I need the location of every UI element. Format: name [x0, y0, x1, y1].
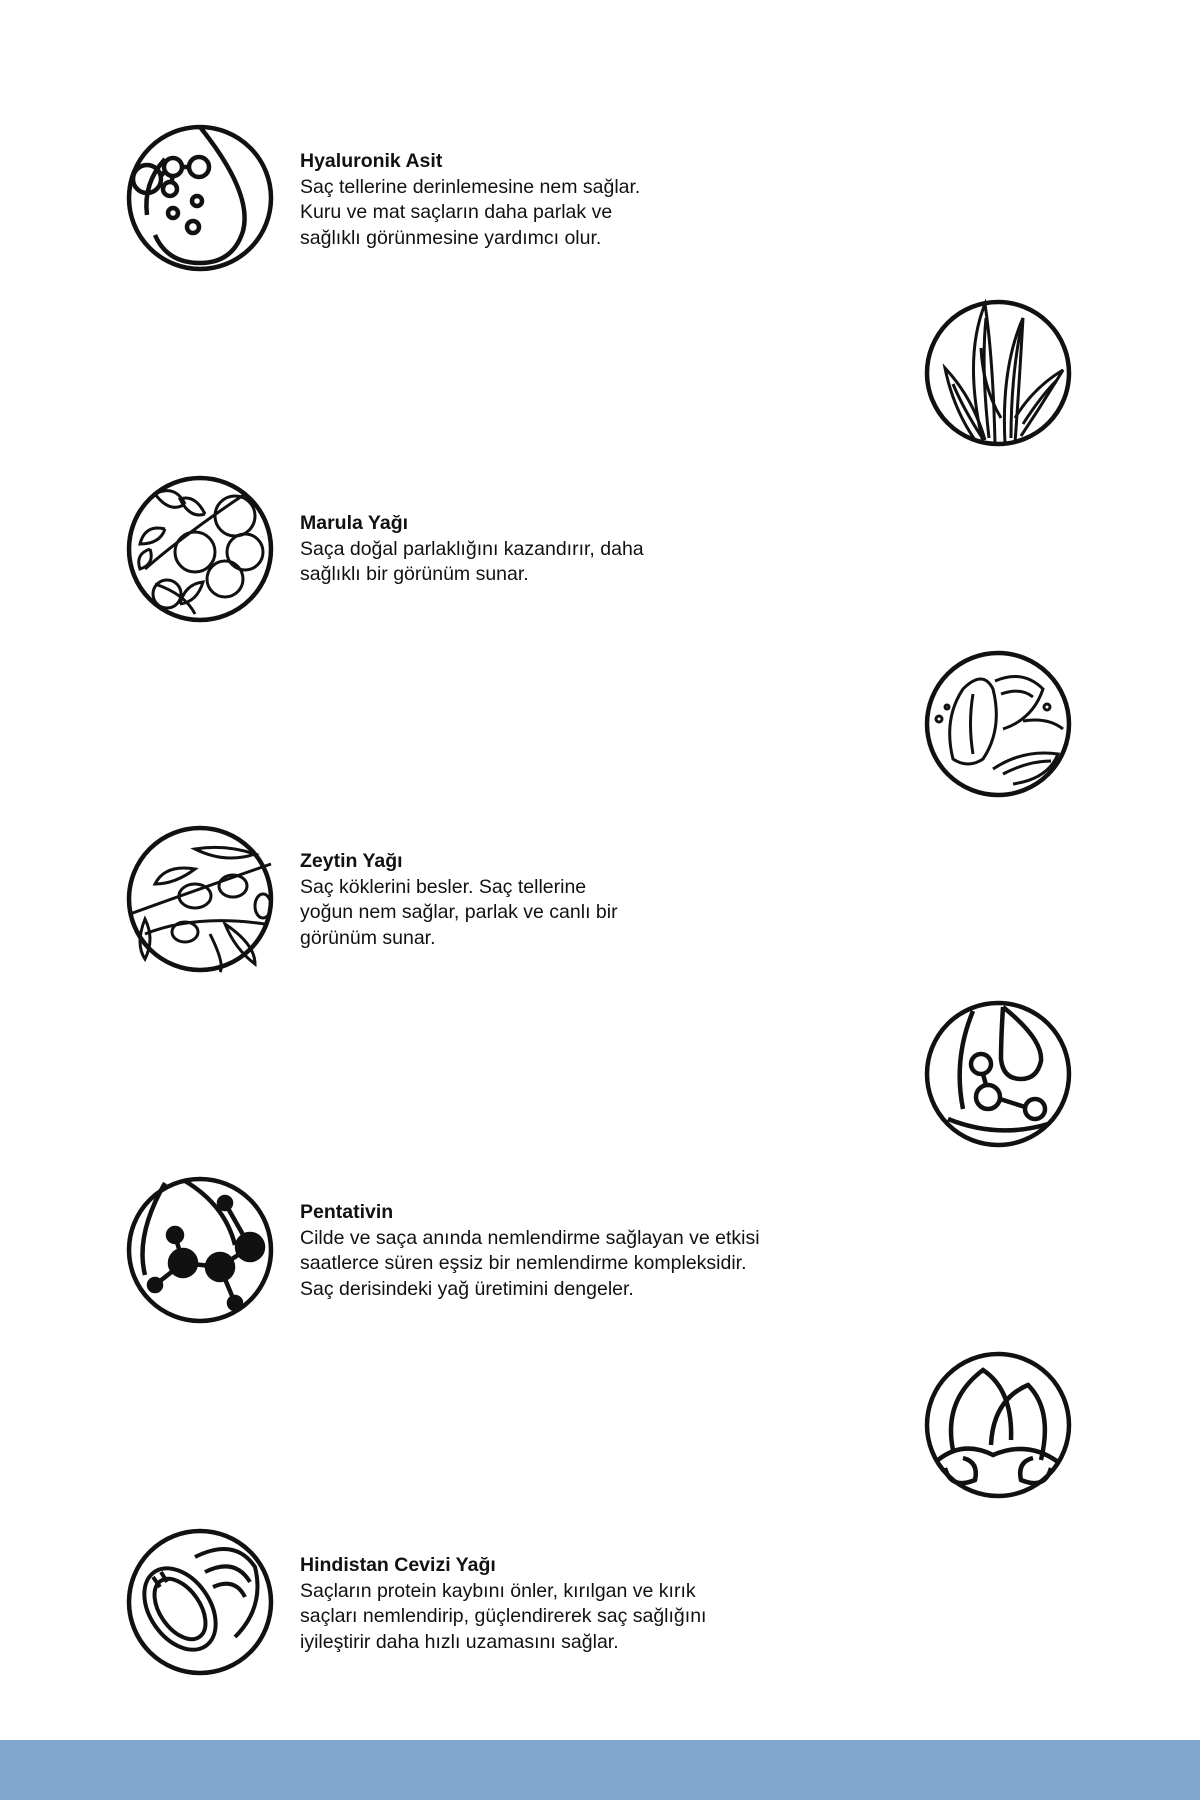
- ingredient-description-line: Cilde ve saça anında nemlendirme sağlayan ve etkisi: [300, 1226, 760, 1249]
- olive-branch-icon: [125, 824, 275, 974]
- coconut-icon: [125, 1527, 275, 1677]
- marula-fruit-branch-icon: [125, 474, 275, 624]
- ingredient-description-line: sağlıklı görünmesine yardımcı olur.: [300, 226, 602, 249]
- soy-bean-icon: [923, 1350, 1073, 1500]
- ingredient-description-line: görünüm sunar.: [300, 926, 436, 949]
- ingredient-description-line: iyileştirir daha hızlı uzamasını sağlar.: [300, 1630, 619, 1653]
- footer-color-bar: [0, 1740, 1200, 1800]
- ingredient-description-line: sağlıklı bir görünüm sunar.: [300, 563, 529, 585]
- pentavitin-molecule-icon: [125, 1175, 275, 1325]
- ingredient-description-line: Kuru ve mat saçların daha parlak ve: [300, 201, 613, 223]
- ingredient-description-line: yoğun nem sağlar, parlak ve canlı bir: [300, 901, 618, 923]
- aloe-vera-leaves-icon: [923, 298, 1073, 448]
- hyaluronic-drop-molecule-icon: [125, 123, 275, 273]
- ingredient-description-line: Saç köklerini besler. Saç tellerine: [300, 875, 587, 898]
- ingredient-title: Pentativin: [300, 1201, 394, 1223]
- ingredient-title: Marula Yağı: [300, 512, 409, 534]
- almond-icon: [923, 649, 1073, 799]
- ingredient-description-line: Saç derisindeki yağ üretimini dengeler.: [300, 1277, 634, 1300]
- keratin-drop-molecule-icon: [923, 999, 1073, 1149]
- ingredient-description-line: Saça doğal parlaklığını kazandırır, daha: [300, 537, 644, 560]
- ingredient-description-line: Saçların protein kaybını önler, kırılgan ve kırık: [300, 1579, 696, 1602]
- ingredient-title: Hindistan Cevizi Yağı: [300, 1554, 496, 1576]
- ingredient-description-line: saatlerce süren eşsiz bir nemlendirme kompleksidir.: [300, 1252, 747, 1274]
- ingredient-title: Zeytin Yağı: [300, 850, 403, 872]
- ingredient-description-line: saçları nemlendirip, güçlendirerek saç sağlığını: [300, 1605, 707, 1627]
- ingredient-description-line: Saç tellerine derinlemesine nem sağlar.: [300, 175, 641, 198]
- ingredient-title: Hyaluronik Asit: [300, 150, 443, 172]
